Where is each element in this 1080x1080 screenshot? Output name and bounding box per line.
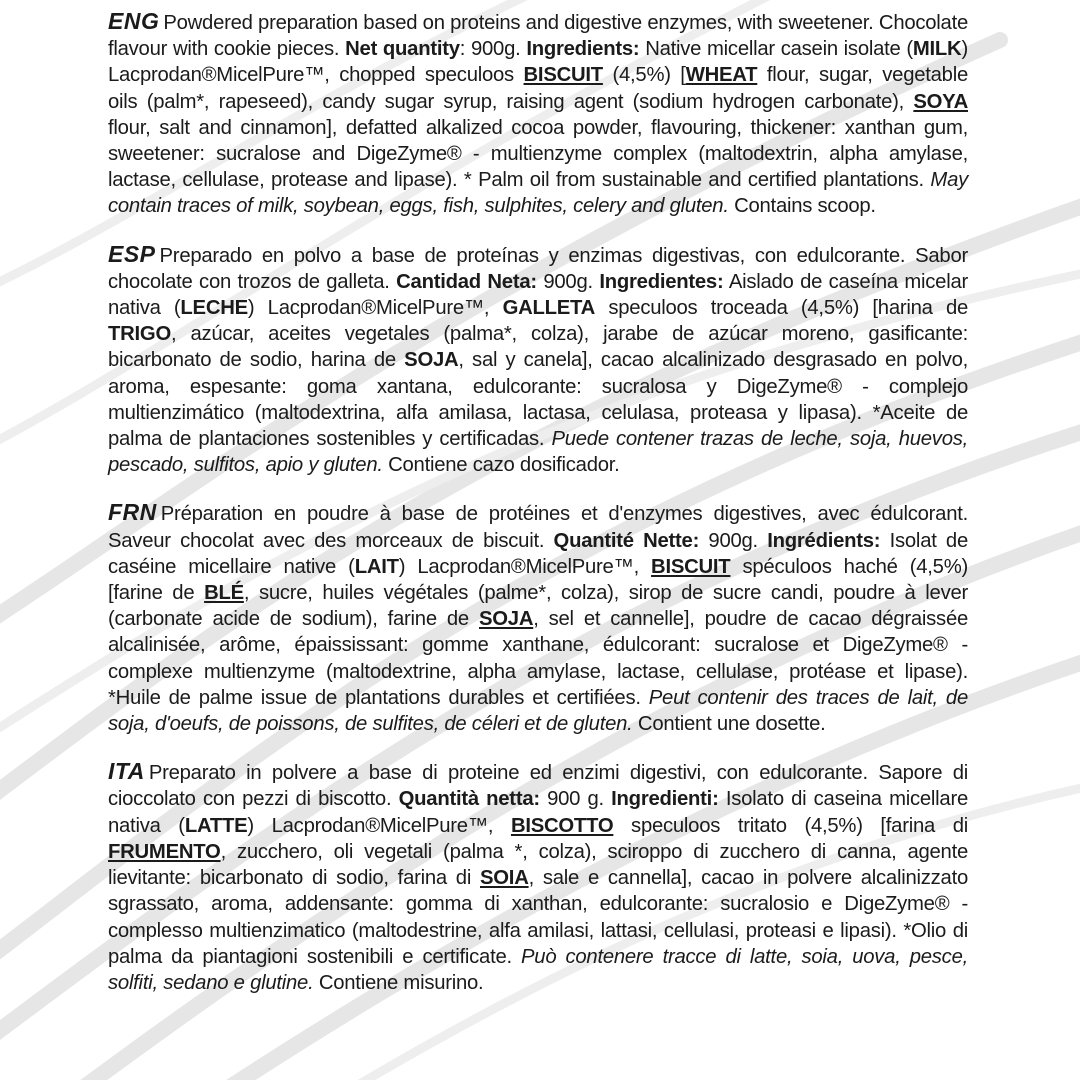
section-body <box>108 762 968 994</box>
text-run: Isolat de caséine micellaire native ( <box>108 529 968 578</box>
allergen-highlight: SOIA <box>480 867 529 890</box>
bold-text: Ingrédients: <box>767 529 881 552</box>
bold-text: Ingredientes: <box>599 270 724 293</box>
allergen-highlight: BISCUIT <box>651 555 731 578</box>
bold-text: Net quantity <box>345 38 460 61</box>
text-run: , sel et cannelle], poudre de cacao dégraissée alcalinisée, arôme, épaississant: gomme xanthane, édulcorant: sucralose et DigeZyme® - complexe multienzyme (maltodextrine, alpha amylase, lactase, cellulase, protéase et lipase). *Huile de palme issue de plantations durables et certifiées. <box>108 608 968 709</box>
allergen-warning: Può contenere tracce di latte, soia, uova, pesce, solfiti, sedano e glutine. <box>108 945 968 994</box>
bold-text: LAIT <box>354 555 399 578</box>
text-run: , sale e cannella], cacao in polvere alcalinizzato sgrassato, aroma, addensante: gomma di xanthan, edulcorante: sucralosio e DigeZyme® - complesso multienzimatico (maltodestrine, alfa amilasi, lattasi, cellulasi, proteasi e lipasi). *Olio di palma da piantagioni sostenibili e certificate. <box>108 867 968 968</box>
allergen-highlight: WHEAT <box>685 64 758 87</box>
allergen-warning: May contain traces of milk, soybean, eggs, fish, sulphites, celery and gluten. <box>108 169 968 218</box>
text-run: flour, salt and cinnamon], defatted alkalized cocoa powder, flavouring, thickener: xanthan gum, sweetener: sucralose and DigeZyme® - multienzyme complex (maltodextrin, alpha amylase, lactase, cellulase, protease and lipase). * Palm oil from sustainable and certified plantations. <box>108 116 968 192</box>
bold-text: SOJA <box>404 349 459 372</box>
underline <box>204 582 244 604</box>
allergen-highlight: BISCOTTO <box>510 814 614 837</box>
underline <box>480 867 529 889</box>
section-body <box>108 12 968 217</box>
allergen-highlight: BISCUIT <box>523 64 603 87</box>
bold-text: MILK <box>912 38 962 61</box>
section-frn <box>108 499 968 737</box>
text-run: Contiene cazo dosificador. <box>382 454 620 477</box>
underline <box>108 841 221 863</box>
underline <box>651 556 730 578</box>
allergen-warning: Puede contener trazas de leche, soja, huevos, pescado, sulfitos, apio y gluten. <box>108 428 968 477</box>
text-run: spéculoos haché (4,5%) [farine de <box>108 555 968 605</box>
text-run: Preparado en polvo a base de proteínas y enzimas digestivas, con edulcorante. Sabor chocolate con trozos de galleta. <box>108 244 968 293</box>
text-run: , sal y canela], cacao alcalinizado desgrasado en polvo, aroma, espesante: goma xantana, edulcorante: sucralosa y DigeZyme® - complejo multienzimático (maltodextrina, alfa amilasa, lactasa, celulasa, proteasa y lipasa). *Aceite de palma de plantaciones sostenibles y certificadas. <box>108 349 969 451</box>
text-run: , zucchero, oli vegetali (palma *, colza), sciroppo di zucchero di canna, agente lievitante: bicarbonato di sodio, farina di <box>108 840 968 890</box>
product-label-text <box>108 8 968 996</box>
language-code: ESP <box>108 240 156 267</box>
bold-text: Quantità netta: <box>398 788 540 811</box>
underline <box>479 608 533 630</box>
underline <box>511 815 613 837</box>
bold-text: Ingredients: <box>526 38 640 61</box>
language-code: FRN <box>108 499 157 526</box>
text-run: Powdered preparation based on proteins and digestive enzymes, with sweetener. Chocolate flavour with cookie pieces. <box>108 12 968 61</box>
text-run: (4,5%) [ <box>602 64 686 87</box>
text-run: ) Lacprodan®MicelPure™, chopped speculoos <box>108 38 968 87</box>
language-code: ENG <box>108 8 160 34</box>
bold-text: LATTE <box>184 814 248 837</box>
text-run: 900g. <box>699 529 768 552</box>
underline <box>686 64 758 86</box>
text-run: , azúcar, aceites vegetales (palma*, colza), jarabe de azúcar moreno, gasificante: bicarbonato de sodio, harina de <box>108 323 968 372</box>
text-run: : 900g. <box>459 38 527 61</box>
bold-text: Ingredienti: <box>611 788 719 811</box>
underline <box>913 91 968 113</box>
text-run: Contiene misurino. <box>313 971 484 994</box>
section-esp <box>108 241 968 479</box>
text-run: , sucre, huiles végétales (palme*, colza), sirop de sucre candi, poudre à lever (carbonate acide de sodium), farine de <box>108 582 968 631</box>
section-eng <box>108 8 968 220</box>
underline <box>524 64 603 86</box>
text-run: Contient une dosette. <box>632 713 826 736</box>
section-body <box>108 245 968 477</box>
allergen-highlight: SOYA <box>913 90 968 113</box>
text-run: speculoos tritato (4,5%) [farina di <box>613 814 968 837</box>
text-run: speculoos troceada (4,5%) [harina de <box>595 297 968 320</box>
allergen-highlight: BLÉ <box>204 582 244 605</box>
text-run: Aislado de caseína micelar nativa ( <box>108 270 969 320</box>
text-run: ) Lacprodan®MicelPure™, <box>247 814 511 837</box>
section-body <box>108 503 968 735</box>
language-code: ITA <box>108 758 145 785</box>
text-run: Isolato di caseina micellare nativa ( <box>108 788 968 837</box>
text-run: 900 g. <box>539 788 612 811</box>
bold-text: TRIGO <box>108 323 171 346</box>
text-run: ) Lacprodan®MicelPure™, <box>398 555 652 578</box>
bold-text: Cantidad Neta: <box>396 270 537 293</box>
section-ita <box>108 758 968 996</box>
allergen-warning: Peut contenir des traces de lait, de soja, d'oeufs, de poissons, de sulfites, de céleri et de gluten. <box>108 686 968 736</box>
bold-text: Quantité Nette: <box>553 529 700 552</box>
text-run: Native micellar casein isolate ( <box>639 38 913 61</box>
allergen-highlight: SOJA <box>478 608 534 631</box>
text-run: Préparation en poudre à base de protéines et d'enzymes digestives, avec édulcorant. Saveur chocolat avec des morceaux de biscuit. <box>108 503 968 552</box>
allergen-highlight: FRUMENTO <box>108 840 221 863</box>
bold-text: GALLETA <box>502 297 596 320</box>
text-run: flour, sugar, vegetable oils (palm*, rapeseed), candy sugar syrup, raising agent (sodium hydrogen carbonate), <box>108 64 968 113</box>
text-run: ) Lacprodan®MicelPure™, <box>247 297 503 320</box>
text-run: Contains scoop. <box>728 195 876 218</box>
bold-text: LECHE <box>180 297 248 320</box>
text-run: 900g. <box>536 270 600 293</box>
text-run: Preparato in polvere a base di proteine ed enzimi digestivi, con edulcorante. Sapore di cioccolato con pezzi di biscotto. <box>108 762 968 811</box>
